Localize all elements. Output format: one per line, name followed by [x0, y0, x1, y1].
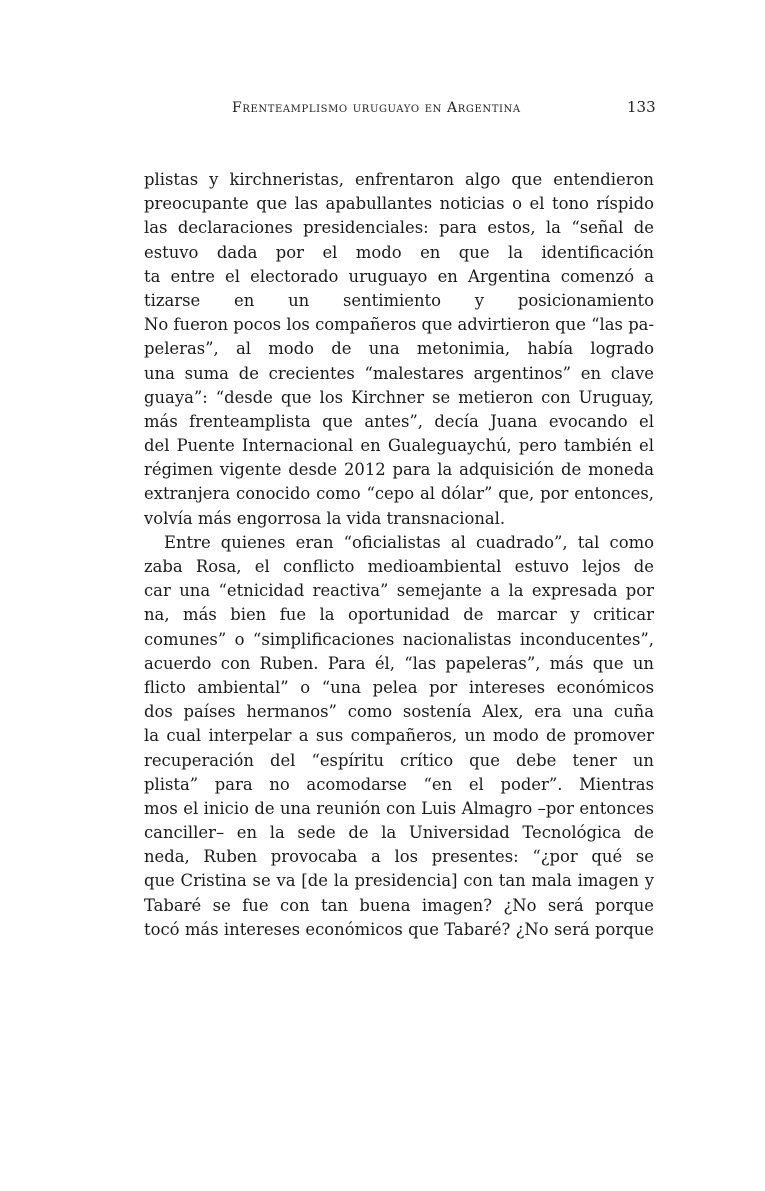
text-line: flicto ambiental” o “una pelea por intereses económicos: [144, 677, 654, 697]
text-line: preocupante que las apabullantes noticias o el tono ríspido: [144, 194, 654, 214]
text-line: que Cristina se va [de la presidencia] con tan mala imagen y: [144, 871, 654, 891]
running-head-title: Frenteamplismo uruguayo en Argentina: [232, 100, 521, 116]
text-line: zaba Rosa, el conflicto medioambiental estuvo lejos de: [144, 557, 654, 576]
text-line: más frenteamplista que antes”, decía Juana evocando el: [144, 411, 654, 431]
text-line: recuperación del “espíritu crítico que debe tener un: [144, 750, 654, 770]
text-line: acuerdo con Ruben. Para él, “las papeleras”, más que un: [144, 653, 654, 673]
text-line: No fueron pocos los compañeros que advirtieron que “las pa-: [144, 315, 654, 335]
text-line: Entre quienes eran “oficialistas al cuadrado”, tal como: [164, 532, 654, 552]
text-line: la cual interpelar a sus compañeros, un modo de promover: [144, 726, 654, 746]
text-line: guaya”: “desde que los Kirchner se metieron con Uruguay,: [144, 387, 654, 407]
text-line: dos países hermanos” como sostenía Alex, era una cuña: [144, 702, 654, 722]
page-number: 133: [627, 98, 656, 116]
text-line: extranjera conocido como “cepo al dólar” que, por entonces,: [144, 484, 654, 504]
text-line: peleras”, al modo de una metonimia, había logrado: [144, 339, 654, 359]
text-line: plistas y kirchneristas, enfrentaron algo que entendieron: [144, 170, 654, 189]
text-line: mos el inicio de una reunión con Luis Almagro –por entonces: [144, 798, 654, 818]
text-line: plista” para no acomodarse “en el poder”. Mientras: [144, 774, 654, 794]
text-line: Tabaré se fue con tan buena imagen? ¿No será porque: [144, 895, 654, 915]
text-line: neda, Ruben provocaba a los presentes: “¿por qué se: [144, 847, 654, 867]
text-line: tizarse en un sentimiento y posicionamiento: [144, 290, 654, 310]
text-line: tocó más intereses económicos que Tabaré? ¿No será porque: [144, 919, 654, 939]
text-line: ta entre el electorado uruguayo en Argentina comenzó a: [144, 266, 654, 286]
text-line: car una “etnicidad reactiva” semejante a la expresada por: [144, 581, 654, 601]
text-line: una suma de crecientes “malestares argentinos” en clave: [144, 363, 654, 383]
text-line: na, más bien fue la oportunidad de marcar y criticar: [144, 605, 654, 625]
text-line: régimen vigente desde 2012 para la adquisición de moneda: [144, 460, 654, 480]
text-line: comunes” o “simplificaciones nacionalistas inconducentes”,: [144, 629, 654, 649]
text-line: las declaraciones presidenciales: para estos, la “señal de: [144, 218, 654, 238]
text-line: canciller– en la sede de la Universidad Tecnológica de: [144, 823, 654, 843]
text-line: estuvo dada por el modo en que la identificación: [144, 242, 654, 262]
body-text: [144, 168, 654, 942]
text-line: del Puente Internacional en Gualeguaychú, pero también el: [144, 436, 654, 456]
text-line: volvía más engorrosa la vida transnacional.: [144, 508, 506, 528]
